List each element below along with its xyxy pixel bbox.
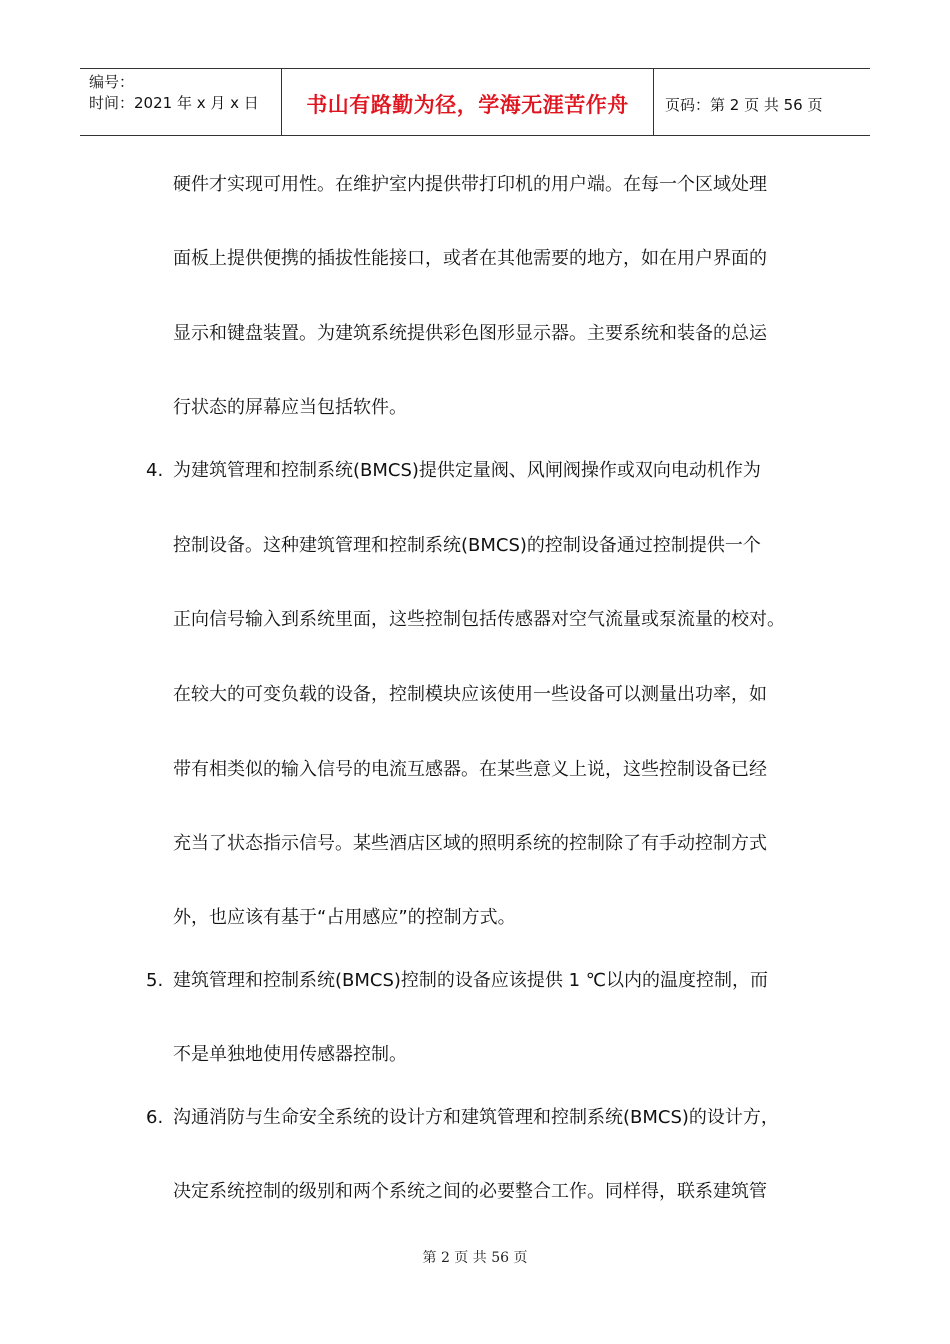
- body-line: 行状态的屏幕应当包括软件。: [173, 397, 407, 418]
- body-line: 在较大的可变负载的设备，控制模块应该使用一些设备可以测量出功率，如: [173, 684, 767, 705]
- body-line: 外，也应该有基于“占用感应”的控制方式。: [173, 907, 516, 928]
- body-line: 硬件才实现可用性。在维护室内提供带打印机的用户端。在每一个区域处理: [173, 174, 767, 195]
- document-date-label: 时间：2021 年 x 月 x 日: [89, 94, 259, 112]
- page-header: [80, 68, 870, 136]
- header-page-info: 页码：第 2 页 共 56 页: [665, 95, 823, 114]
- body-line: 为建筑管理和控制系统(BMCS)提供定量阀、风闸阀操作或双向电动机作为: [173, 460, 761, 481]
- document-number-label: 编号：: [89, 73, 135, 91]
- body-line: 不是单独地使用传感器控制。: [173, 1044, 407, 1065]
- list-item-number: 5.: [146, 970, 164, 991]
- page-footer: [0, 1247, 950, 1267]
- header-motto-cell: [282, 69, 654, 135]
- body-line: 充当了状态指示信号。某些酒店区域的照明系统的控制除了有手动控制方式: [173, 833, 767, 854]
- list-item-number: 6.: [146, 1107, 164, 1128]
- body-line: 正向信号输入到系统里面，这些控制包括传感器对空气流量或泵流量的校对。: [173, 609, 785, 630]
- body-line: 沟通消防与生命安全系统的设计方和建筑管理和控制系统(BMCS)的设计方，: [173, 1107, 779, 1128]
- header-motto: 书山有路勤为径，学海无涯苦作舟: [306, 92, 629, 117]
- body-line: 带有相类似的输入信号的电流互感器。在某些意义上说，这些控制设备已经: [173, 759, 767, 780]
- body-line: 建筑管理和控制系统(BMCS)控制的设备应该提供 1 ℃以内的温度控制，而: [173, 970, 769, 991]
- body-line: 决定系统控制的级别和两个系统之间的必要整合工作。同样得，联系建筑管: [173, 1181, 767, 1202]
- body-line: 控制设备。这种建筑管理和控制系统(BMCS)的控制设备通过控制提供一个: [173, 535, 761, 556]
- footer-page-number: 第 2 页 共 56 页: [422, 1250, 528, 1266]
- header-page-cell: [654, 69, 870, 135]
- header-meta-cell: [80, 69, 282, 135]
- body-line: 显示和键盘装置。为建筑系统提供彩色图形显示器。主要系统和装备的总运: [173, 323, 767, 344]
- body-line: 面板上提供便携的插拔性能接口，或者在其他需要的地方，如在用户界面的: [173, 248, 767, 269]
- list-item-number: 4.: [146, 460, 164, 481]
